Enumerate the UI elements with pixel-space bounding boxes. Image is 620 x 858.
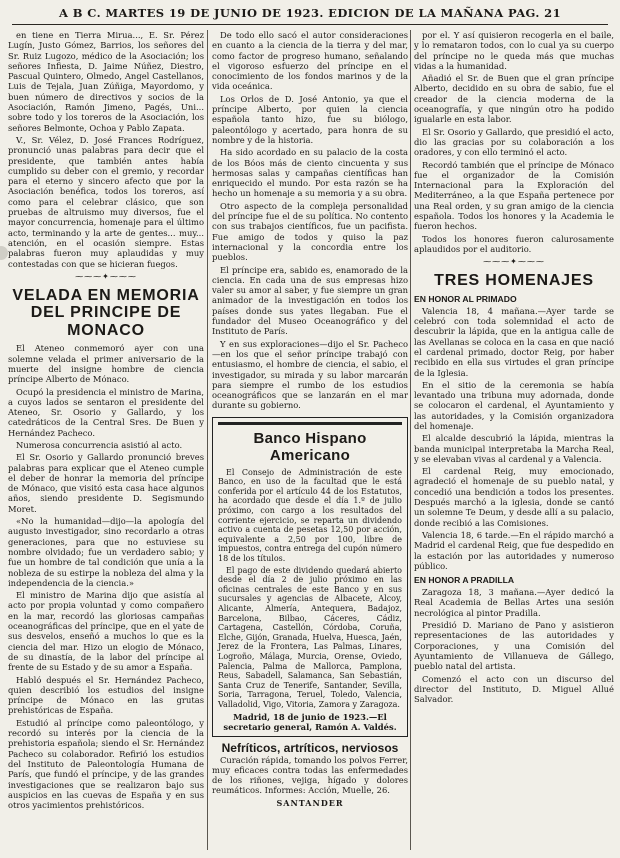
paragraph: Numerosa concurrencia asistió al acto. [16, 440, 183, 450]
paragraph: «No la humanidad—dijo—la apología del augusto investigador, sino recordarlo a otras generaciones, para que no estuviese su nombre olvidado; fue un verdadero sabio; y fue un hombre de tal condición que unía a la nobleza de su estirpe la nobleza del alma y la independencia de la ciencia.» [8, 516, 204, 588]
paragraph: En el sitio de la ceremonia se había levantado una tribuna muy adornada, donde se colocaron el cardenal, el Ayuntamiento y las autoridades, y la Comisión organizadora del homenaje. [414, 379, 614, 431]
paragraph: Añadió el Sr. de Buen que el gran príncipe Alberto, decidido en su obra de sabio, fue el creador de la ciencia moderna de la oceanografía, y que ningún otro ha podido igualarle en esta labor. [414, 73, 614, 125]
ad-paragraph: El Consejo de Administración de este Banco, en uso de la facultad que le está conferida por el artículo 44 de los Estatutos, ha acordado que desde el día 1.º de julio próximo, con cargo a los resultados del corriente ejercicio, se reparta un dividendo activo a cuenta de pesetas 12,50 por acción, equivalente a 2,50 por 100, libre de impuestos, contra entrega del cupón número 18 de los títulos. [218, 467, 402, 564]
ad-paragraph: El pago de este dividendo quedará abierto desde el día 2 de julio próximo en las oficinas centrales de este Banco y en sus sucursales y agencias de Albacete, Alcoy, Alicante, Almería, Antequera, Badajoz, Barcelona, Bilbao, Cáceres, Cádiz, Cartagena, Castellón, Córdoba, Coruña, Elche, Gijón, Granada, Huelva, Huesca, Jaén, Jerez de la Frontera, Las Palmas, Linares, Logroño, Málaga, Murcia, Orense, Oviedo, Palencia, Palma de Mallorca, Pamplona, Reus, Sabadell, Salamanca, San Sebastián, Santa Cruz de Tenerife, Santander, Sevilla, Soria, Tarragona, Teruel, Toledo, Valencia, Valladolid, Vigo, Vitoria, Zamora y Zaragoza. [218, 565, 402, 709]
paragraph: en tiene en Tierra Mirua..., E. Sr. Pérez Lugín, Justo Gómez, Barrios, los señores del Sr. Ruiz Lugozo, médico de la Asociación; los señores Infiesta, D. Jaime Núñez, Diestro, Pascual Quintero, Olmedo, Angel Castellanos, Luis de Tejala, Juan Zúñiga, Mayordomo, y buen número de directivos y socios de la Asociación, Ramón Jimeno, Pagés, Uni... sobre todo y los toreros de la Asociación, los señores Belmonte, Ochoa y Pablo Zapata. [8, 30, 204, 133]
paragraph: Los Orlos de D. José Antonio, ya que el príncipe Alberto, por quien la ciencia española tanto hizo, fue su biólogo, paleontólogo y acertado, para honra de su nombre y de la historia. [212, 93, 408, 145]
paragraph: Presidió D. Mariano de Pano y asistieron representaciones de las autoridades y Corporaciones, y una Comisión del Ayuntamiento de Villanueva de Gállego, pueblo natal del artista. [414, 620, 614, 672]
column-2 [212, 30, 408, 852]
ink-smudge [0, 246, 8, 260]
paragraph: El Sr. Osorio y Gallardo pronunció breves palabras para explicar que el Ateneo cumple el deber de honrar la memoria del príncipe de Mónaco, que visitó esta casa hace algunos años, siendo presidente D. Segismundo Moret. [8, 452, 204, 514]
article-headline: VELADA EN MEMORIA DEL PRINCIPE DE MONACO [12, 286, 200, 339]
ad-title: Banco Hispano Americano [253, 429, 367, 464]
ornament-divider: ⁓⁓⁓✦⁓⁓⁓ [75, 271, 137, 281]
ad-signature: Madrid, 18 de junio de 1923.—El secretario general, Ramón A. Valdés. [223, 711, 397, 732]
paragraph: Estudió al príncipe como paleontólogo, y recordó su interés por la ciencia de la prehistoria española; siendo el Sr. Hernández Pacheco su colaborador. Refirió los estudios del Instituto de Paleontología Humana de París, que fundó el príncipe, y de las grandes investigaciones que se realizaron bajo sus auspicios en las cuevas de España y en sus otros yacimientos prehistóricos. [8, 717, 204, 811]
paragraph: Zaragoza 18, 3 mañana.—Ayer dedicó la Real Academia de Bellas Artes una sesión necrológica al pintor Pradilla. [414, 587, 614, 618]
paragraph: por el. Y así quisieron recogerla en el baile, y lo remataron todos, con lo cual ya su cuerpo del príncipe no le queda más que muchas vidas a la humanidad. [414, 30, 614, 71]
page-header: A B C. MARTES 19 DE JUNIO DE 1923. EDICION DE LA MAÑANA PAG. 21 [59, 6, 561, 20]
ornament-divider: ⁓⁓⁓✦⁓⁓⁓ [483, 257, 545, 267]
medical-ad-city: SANTANDER [276, 797, 344, 808]
paragraph: El príncipe era, sabido es, enamorado de la ciencia. En cada una de sus empresas hizo valer su amor al saber, y fue siempre un gran animador de la investigación en todos los países donde sus yates llegaban. Fue el fundador del Museo Oceanográfico y del Instituto de París. [212, 264, 408, 337]
paragraph: Otro aspecto de la compleja personalidad del príncipe fue el de su política. No contento con sus trabajos científicos, fue un pacifista. Fue amigo de todos y quiso la paz internacional y la concordia entre los pueblos. [212, 200, 408, 263]
header-rule [12, 24, 608, 25]
paragraph: V., Sr. Vélez, D. José Frances Rodríguez, pronunció unas palabras para decir que el presidente, que también antes había cumplido su deber con el gremio, y recordar para el eterno y sincero afecto que por la Asociación benéfica, todos los toreros, así como para el celebrar clásico, que son pruebas de altruismo muy diversos, fue el mayor concurrencia, homenaje para el último acto, terminando y la arte de gentes... muy... atención, en el ocasión siempre. Estas palabras fueron muy aplaudidas y muy contestadas con que se hicieran fuegos. [8, 134, 204, 269]
section-subheading: EN HONOR A PRADILLA [414, 575, 515, 586]
bank-advertisement [212, 417, 408, 737]
article-headline: TRES HOMENAJES [434, 272, 594, 290]
paragraph: Ocupó la presidencia el ministro de Marina, a cuyos lados se sentaron el presidente del Ateneo, Sr. Osorio y Gallardo, y los catedráticos de la Central Sres. De Buen y Hernández Pacheco. [8, 386, 204, 438]
column-divider [410, 30, 411, 850]
paragraph: El Ateneo conmemoró ayer con una solemne velada el primer aniversario de la muerte del insigne hombre de ciencia príncipe Alberto de Mónaco. [8, 343, 204, 385]
paragraph: Valencia 18, 4 mañana.—Ayer tarde se celebró con toda solemnidad el acto de descubrir la lápida, que en la antigua calle de las Avellanas se coloca en la casa en que nació el cardenal primado, doctor Reig, por haber recibido en ella sus virtudes el gran príncipe de la Iglesia. [414, 305, 614, 378]
paragraph: El cardenal Reig, muy emocionado, agradeció el homenaje de su pueblo natal, y concedió una bendición a todos los presentes. Después marchó a la iglesia, donde se cantó un solemne Te Deum, y desde allí a su palacio, donde recibió a las Comisiones. [414, 466, 614, 528]
paragraph: De todo ello sacó el autor consideraciones en cuanto a la ciencia de la tierra y del mar, como factor de progreso humano, señalando el vigoroso esfuerzo del príncipe en el conocimiento de los fondos marinos y de la vida oceánica. [212, 30, 408, 92]
paragraph: Todos los honores fueron calurosamente aplaudidos por el auditorio. [414, 233, 614, 254]
paragraph: Habló después el Sr. Hernández Pacheco, quien describió los estudios del insigne príncipe de Mónaco en las grutas prehistóricas de España. [8, 674, 204, 716]
paragraph: Y en sus exploraciones—dijo el Sr. Pacheco—en los que el señor príncipe trabajó con entusiasmo, el hombre de ciencia, el sabio, el investigador, su mirada y su labor marcarán para siempre el rumbo de los estudios oceanográficos que se lanzarán en el mar durante su gobierno. [212, 338, 408, 411]
paragraph: Valencia 18, 6 tarde.—En el rápido marchó a Madrid el cardenal Reig, que fue despedido en la estación por las autoridades y numeroso público. [414, 529, 614, 571]
paragraph: Recordó también que el príncipe de Mónaco fue el organizador de la Comisión Internacional para la Exploración del Mediterráneo, a la que España pertenece por una Real orden, y su gran amigo de la ciencia española. Todos los honores y la Academia le fueron hechos. [414, 159, 614, 232]
paragraph: El ministro de Marina dijo que asistía al acto por propia voluntad y como compañero en la mar, recordó las gloriosas campañas oceanográficas del príncipe, que en el yate de sus desvelos, enseñó a muchos lo que es la ciencia del mar. Hizo un elogio de Mónaco, de su dinastía, de la labor del príncipe al frente de su Estado y de su amor a España. [8, 590, 204, 673]
column-3 [414, 30, 614, 852]
ad-top-bar [218, 422, 402, 425]
paragraph: Comenzó el acto con un discurso del director del Instituto, D. Miguel Allué Salvador. [414, 673, 614, 705]
column-1 [8, 30, 204, 852]
section-subheading: EN HONOR AL PRIMADO [414, 293, 517, 304]
medical-ad-title: Nefríticos, artríticos, nerviosos [221, 740, 399, 755]
paragraph: El Sr. Osorio y Gallardo, que presidió el acto, dio las gracias por su colaboración a los oradores, y con ello terminó el acto. [414, 126, 614, 158]
medical-ad-text: Curación rápida, tomando los polvos Ferrer, muy eficaces contra todas las enfermedades de los riñones, vejiga, hígado y dolores reumáticos. Informes: Acción, Muelle, 26. [212, 754, 408, 796]
paragraph: El alcalde descubrió la lápida, mientras la banda municipal interpretaba la Marcha Real, y se elevaban vivas al cardenal y a Valencia. [414, 433, 614, 464]
column-divider [207, 30, 208, 850]
paragraph: Ha sido acordado en su palacio de la costa de los Bóos más de ciento cincuenta y sus hermosas salas y campañas científicas han enriquecido el mundo. Por esta razón se ha hecho un homenaje a su memoria y a su obra. [212, 147, 408, 199]
